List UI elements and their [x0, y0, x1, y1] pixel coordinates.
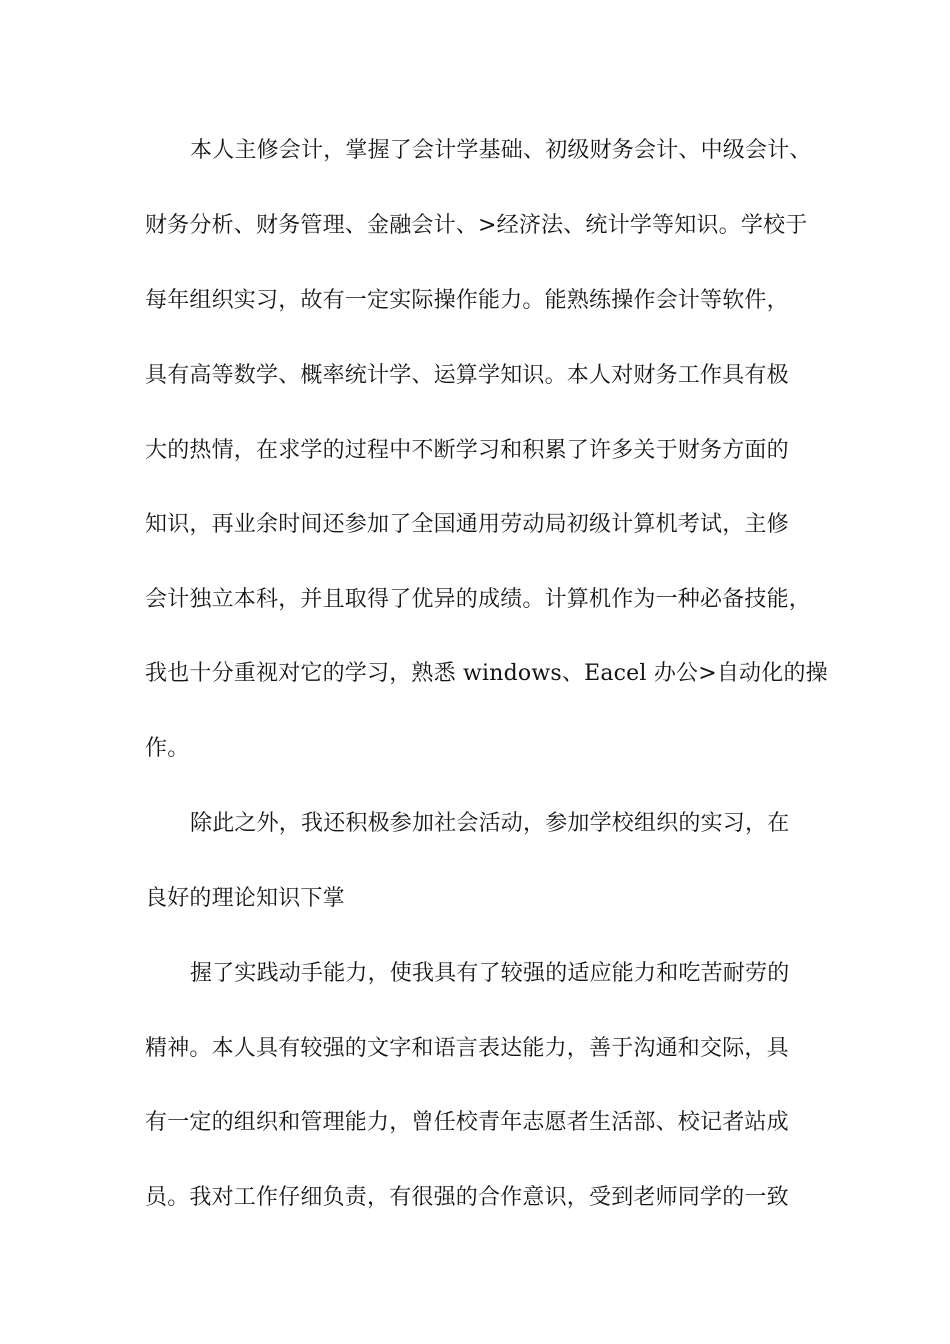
text-line: 精神。本人具有较强的文字和语言表达能力，善于沟通和交际，具 — [145, 1036, 789, 1061]
text-line: 良好的理论知识下掌 — [145, 886, 345, 911]
text-line: 大的热情，在求学的过程中不断学习和积累了许多关于财务方面的 — [145, 438, 789, 463]
text-line: 本人主修会计，掌握了会计学基础、初级财务会计、中级会计、 — [190, 138, 812, 163]
text-line: 我也十分重视对它的学习，熟悉 windows、Eacel 办公>自动化的操 — [145, 661, 828, 686]
text-line: 握了实践动手能力，使我具有了较强的适应能力和吃苦耐劳的 — [190, 961, 790, 986]
text-line: 具有高等数学、概率统计学、运算学知识。本人对财务工作具有极 — [145, 363, 789, 388]
text-line: 会计独立本科，并且取得了优异的成绩。计算机作为一种必备技能， — [145, 587, 812, 612]
text-line: 除此之外，我还积极参加社会活动，参加学校组织的实习，在 — [190, 811, 790, 836]
text-line: 有一定的组织和管理能力，曾任校青年志愿者生活部、校记者站成 — [145, 1110, 789, 1135]
text-line: 作。 — [145, 736, 190, 761]
text-line: 每年组织实习，故有一定实际操作能力。能熟练操作会计等软件， — [145, 288, 789, 313]
text-line: 财务分析、财务管理、金融会计、>经济法、统计学等知识。学校于 — [145, 213, 808, 238]
text-line: 知识，再业余时间还参加了全国通用劳动局初级计算机考试，主修 — [145, 512, 789, 537]
text-line: 员。我对工作仔细负责，有很强的合作意识，受到老师同学的一致 — [145, 1185, 789, 1210]
